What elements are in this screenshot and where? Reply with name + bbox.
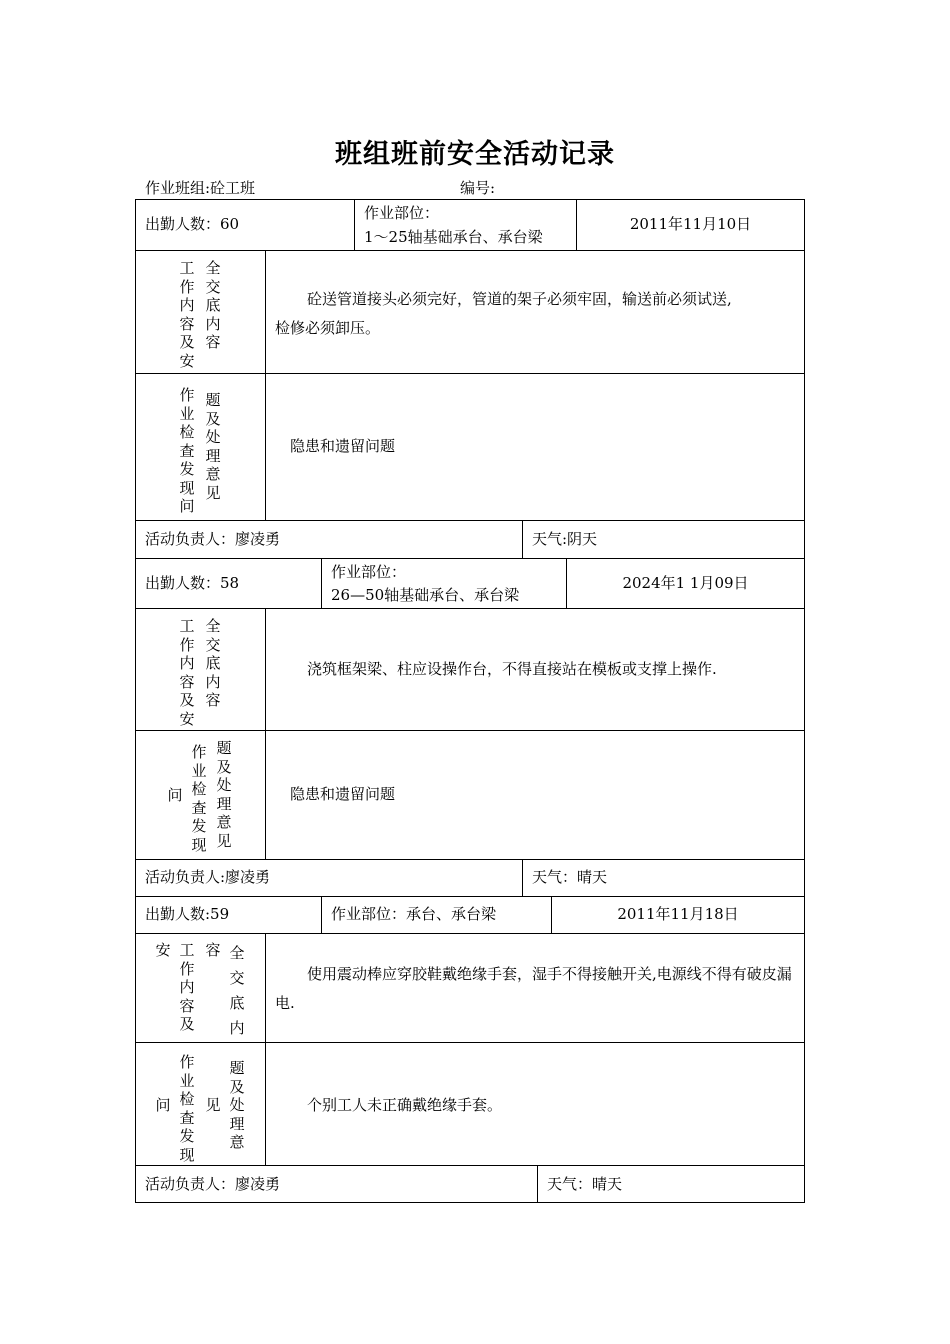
inspect-label-col2-1: 题 及 处 理 意 见 xyxy=(205,391,221,502)
team-label: 作业班组:砼工班 xyxy=(145,179,256,197)
location-2: 26—50轴基础承台、承台梁 xyxy=(331,586,520,604)
work-content-3: 使用震动棒应穿胶鞋戴绝缘手套，湿手不得接触开关,电源线不得有破皮漏电. xyxy=(275,965,792,1012)
work-label-col1-2: 工 作 内 容 及 安 xyxy=(179,617,195,728)
inspect-label-col1-3: 作 业 检 查 发 现 xyxy=(179,1053,195,1164)
leader-2: 活动负责人:廖凌勇 xyxy=(145,868,271,886)
inspect-label-col1-1: 作 业 检 查 发 现 问 xyxy=(179,386,195,515)
weather-1: 天气:阴天 xyxy=(532,530,598,548)
inspect-content-2: 隐患和遗留问题 xyxy=(290,785,396,803)
work-label-col2-3: 全 交 底 内 xyxy=(229,944,245,1037)
work-label-col2-2: 全 交 底 内 容 xyxy=(205,617,221,709)
inspect-label-col2-3: 题 及 处 理 意 xyxy=(229,1059,245,1151)
page-title: 班组班前安全活动记录 xyxy=(335,139,615,170)
inspect-content-3: 个别工人未正确戴绝缘手套。 xyxy=(307,1096,503,1114)
work-label-a-3: 安 xyxy=(155,941,171,959)
attendance-2: 出勤人数：58 xyxy=(145,574,240,592)
record-table xyxy=(135,199,805,1203)
work-label-col2-1: 全 交 底 内 容 xyxy=(205,259,221,351)
inspect-label-col1-2: 作 业 检 查 发 现 xyxy=(191,743,207,854)
date-3: 2011年11月18日 xyxy=(617,905,739,923)
location-3: 作业部位：承台、承台梁 xyxy=(331,905,497,923)
work-label-col1-3: 工 作 内 容 及 xyxy=(179,941,195,1033)
inspect-label-col2-2: 题 及 处 理 意 见 xyxy=(216,739,232,850)
date-1: 2011年11月10日 xyxy=(629,215,752,233)
date-2: 2024年1 1月09日 xyxy=(622,574,749,592)
inspect-label-mid-3: 见 xyxy=(205,1096,221,1114)
attendance-1: 出勤人数：60 xyxy=(145,215,240,233)
work-label-b-3: 容 xyxy=(205,941,221,959)
leader-3: 活动负责人：廖凌勇 xyxy=(145,1175,281,1193)
inspect-label-side-3: 问 xyxy=(155,1096,171,1114)
work-content-1: 砼送管道接头必须完好，管道的架子必须牢固，输送前必须试送,检修必须卸压。 xyxy=(275,290,732,337)
leader-1: 活动负责人：廖凌勇 xyxy=(145,530,281,548)
work-label-col1-1: 工 作 内 容 及 安 xyxy=(179,259,195,370)
weather-2: 天气：晴天 xyxy=(532,868,608,886)
inspect-content-1: 隐患和遗留问题 xyxy=(290,437,396,455)
location-label-2: 作业部位： xyxy=(331,563,407,581)
inspect-label-side-2: 问 xyxy=(167,786,183,804)
number-label: 编号: xyxy=(460,179,496,197)
weather-3: 天气：晴天 xyxy=(547,1175,623,1193)
attendance-3: 出勤人数:59 xyxy=(145,905,230,923)
work-content-2: 浇筑框架梁、柱应设操作台，不得直接站在模板或支撑上操作. xyxy=(307,660,717,678)
location-label-1: 作业部位： xyxy=(364,204,440,222)
location-1: 1～25轴基础承台、承台梁 xyxy=(364,228,543,246)
